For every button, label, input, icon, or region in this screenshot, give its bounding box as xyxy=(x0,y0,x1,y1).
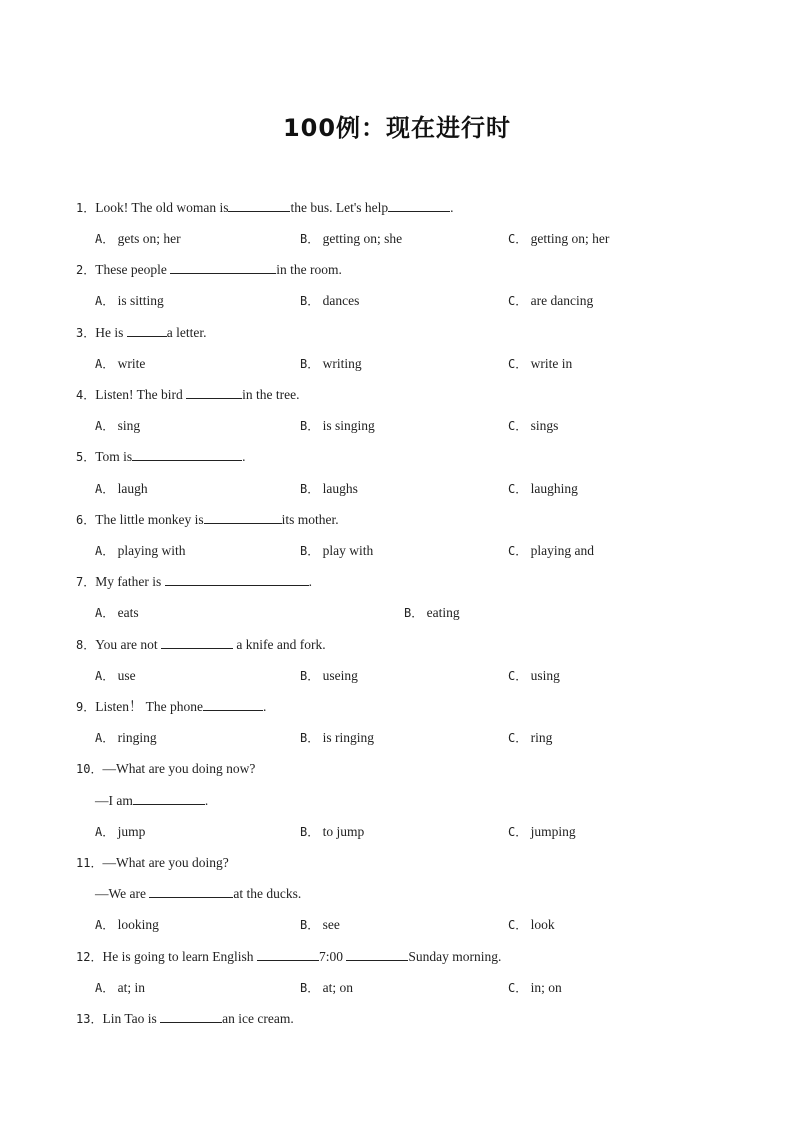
option-b[interactable]: B． at; on xyxy=(300,980,353,995)
question-8: 8．You are not a knife and fork. xyxy=(76,637,326,652)
option-b[interactable]: B． dances xyxy=(300,293,360,308)
option-a[interactable]: A． laugh xyxy=(95,481,148,496)
answer-blank[interactable] xyxy=(149,885,233,898)
option-b[interactable]: B． writing xyxy=(300,356,362,371)
answer-blank[interactable] xyxy=(132,448,242,461)
option-b[interactable]: B． getting on; she xyxy=(300,231,403,246)
option-a[interactable]: A． at; in xyxy=(95,980,145,995)
answer-blank[interactable] xyxy=(133,792,205,805)
option-b[interactable]: B． play with xyxy=(300,543,374,558)
option-a[interactable]: A． looking xyxy=(95,917,159,932)
option-b[interactable]: B． eating xyxy=(404,605,460,620)
answer-blank[interactable] xyxy=(388,199,450,212)
option-a[interactable]: A． eats xyxy=(95,605,139,620)
question-12: 12．He is going to learn English 7:00 Sunday morning. xyxy=(76,949,502,964)
option-c[interactable]: C． getting on; her xyxy=(508,231,610,246)
option-b[interactable]: B． to jump xyxy=(300,824,365,839)
option-c[interactable]: C． playing and xyxy=(508,543,594,558)
option-a[interactable]: A． ringing xyxy=(95,730,157,745)
option-c[interactable]: C． using xyxy=(508,668,560,683)
question-11-reply: —We are at the ducks. xyxy=(95,886,302,901)
question-2: 2．These people in the room. xyxy=(76,262,342,277)
option-a[interactable]: A． is sitting xyxy=(95,293,164,308)
question-4: 4．Listen! The bird in the tree. xyxy=(76,387,300,402)
option-b[interactable]: B． is singing xyxy=(300,418,375,433)
option-a[interactable]: A． gets on; her xyxy=(95,231,181,246)
option-b[interactable]: B． see xyxy=(300,917,340,932)
question-9: 9．Listen！ The phone . xyxy=(76,699,267,714)
option-b[interactable]: B． laughs xyxy=(300,481,358,496)
answer-blank[interactable] xyxy=(228,199,290,212)
question-7: 7．My father is . xyxy=(76,574,312,589)
answer-blank[interactable] xyxy=(346,948,408,961)
answer-blank[interactable] xyxy=(161,636,233,649)
option-c[interactable]: C． ring xyxy=(508,730,553,745)
question-1: 1．Look! The old woman is the bus. Let's help . xyxy=(76,200,454,215)
option-a[interactable]: A． sing xyxy=(95,418,141,433)
question-5: 5．Tom is . xyxy=(76,449,246,464)
option-c[interactable]: C． write in xyxy=(508,356,573,371)
question-13: 13．Lin Tao is an ice cream. xyxy=(76,1011,294,1026)
option-a[interactable]: A． write xyxy=(95,356,146,371)
question-10-reply: —I am . xyxy=(95,793,209,808)
option-a[interactable]: A． playing with xyxy=(95,543,186,558)
question-3: 3．He is a letter. xyxy=(76,325,207,340)
option-c[interactable]: C． laughing xyxy=(508,481,578,496)
answer-blank[interactable] xyxy=(186,386,242,399)
answer-blank[interactable] xyxy=(160,1010,222,1023)
answer-blank[interactable] xyxy=(257,948,319,961)
option-b[interactable]: B． useing xyxy=(300,668,358,683)
option-c[interactable]: C． are dancing xyxy=(508,293,594,308)
question-11: 11．—What are you doing? xyxy=(76,855,229,870)
question-6: 6．The little monkey is its mother. xyxy=(76,512,339,527)
option-c[interactable]: C． sings xyxy=(508,418,559,433)
option-c[interactable]: C． look xyxy=(508,917,555,932)
option-c[interactable]: C． in; on xyxy=(508,980,562,995)
question-10: 10．—What are you doing now? xyxy=(76,761,256,776)
answer-blank[interactable] xyxy=(170,261,276,274)
answer-blank[interactable] xyxy=(204,511,282,524)
answer-blank[interactable] xyxy=(165,573,309,586)
option-b[interactable]: B． is ringing xyxy=(300,730,374,745)
page-title: 100例：现在进行时 xyxy=(282,114,512,142)
answer-blank[interactable] xyxy=(203,698,263,711)
option-a[interactable]: A． jump xyxy=(95,824,146,839)
option-a[interactable]: A． use xyxy=(95,668,136,683)
option-c[interactable]: C． jumping xyxy=(508,824,576,839)
answer-blank[interactable] xyxy=(127,324,167,337)
